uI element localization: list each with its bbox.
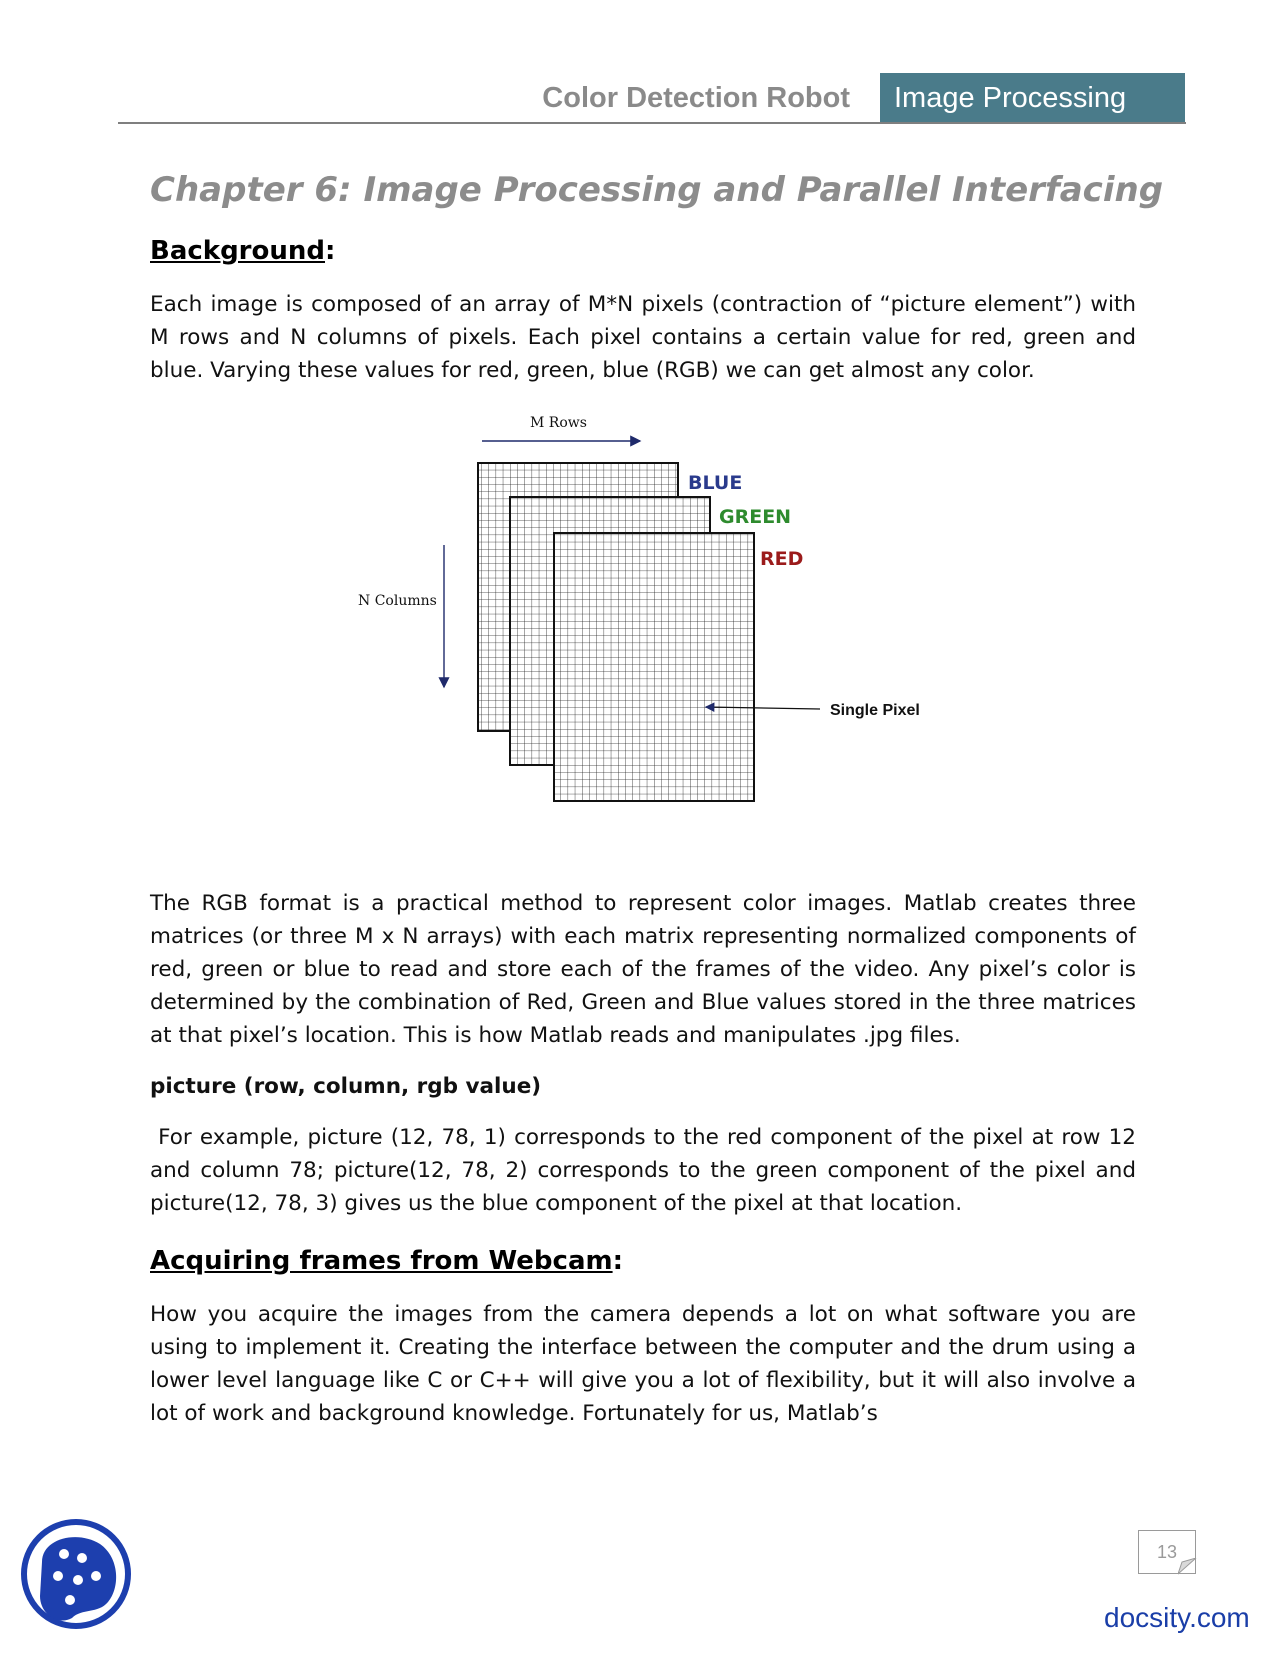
rgb-format-paragraph: The RGB format is a practical method to represent color images. Matlab creates three matrices (or three M x N arrays) with each matrix representing normalized components of red, green or blue to read and store each of the frames of the video. Any pixel’s color is determined by the combination of Red, Green and Blue values stored in the three matrices at that pixel’s location. This is how Matlab reads and manipulates .jpg files. [150, 891, 1136, 1048]
header-divider [118, 122, 1186, 124]
red-label: RED [760, 548, 804, 570]
acquiring-paragraph: How you acquire the images from the camera depends a lot on what software you are using to implement it. Creating the interface between the computer and the drum using a lower level language like C or C++ will give you a lot of flexibility, but it will also involve a lot of work and background knowledge. Fortunately for us, Matlab’s [150, 1302, 1136, 1426]
syntax-line: picture (row, column, rgb value) [150, 1074, 542, 1099]
docsity-logo-icon[interactable] [20, 1518, 132, 1630]
page-number: 13 [1138, 1530, 1196, 1574]
rgb-matrix-diagram [150, 405, 1136, 865]
acquiring-heading-text: Acquiring frames from Webcam [150, 1246, 613, 1276]
blue-label: BLUE [688, 472, 743, 494]
acquiring-heading [150, 1246, 1136, 1276]
n-columns-label: N Columns [358, 593, 437, 609]
page-curl-icon [1178, 1558, 1198, 1576]
acquiring-heading-colon: : [612, 1246, 623, 1276]
background-heading-colon: : [325, 236, 336, 266]
m-rows-label: M Rows [530, 415, 587, 431]
rgb-matrix-figure [150, 405, 1136, 865]
green-label: GREEN [719, 506, 792, 528]
docsity-link[interactable]: docsity.com [1104, 1602, 1250, 1633]
example-paragraph: For example, picture (12, 78, 1) corresponds to the red component of the pixel at row 12 and column 78; picture(12, 78, 2) corresponds to the green component of the pixel and picture(12, 78, 3) gives us the blue component of the pixel at that location. [150, 1125, 1143, 1216]
background-heading-text: Background [150, 236, 325, 266]
page-content [150, 170, 1164, 1448]
header-doc-title: Color Detection Robot [542, 82, 850, 114]
background-heading [150, 236, 1136, 266]
single-pixel-label: Single Pixel [830, 702, 920, 719]
header-section-title: Image Processing [880, 73, 1185, 123]
chapter-title: Chapter 6: Image Processing and Parallel Interfacing [150, 170, 1164, 210]
background-paragraph: Each image is composed of an array of M*N pixels (contraction of “picture element”) with M rows and N columns of pixels. Each pixel contains a certain value for red, green and blue. Varying these values for red, green, blue (RGB) we can get almost any color. [150, 292, 1136, 383]
